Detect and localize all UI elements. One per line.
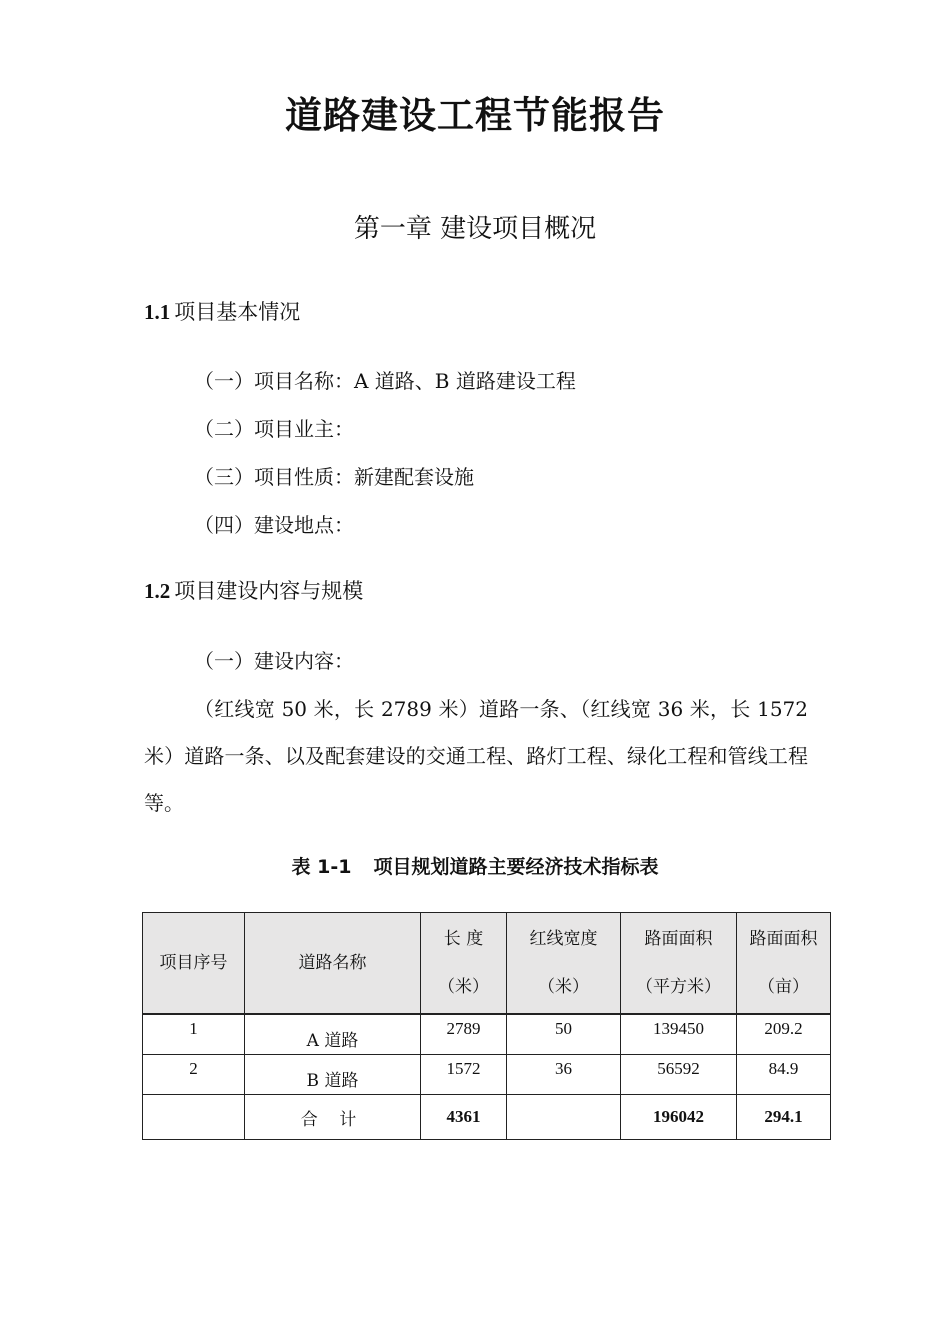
table-row <box>143 1055 831 1095</box>
table-cell: 4361 <box>421 1095 507 1140</box>
table-cell: B 道路 <box>245 1055 421 1095</box>
table-cell: 1 <box>143 1014 245 1055</box>
table-total-row <box>143 1095 831 1140</box>
table-row <box>143 1014 831 1055</box>
section-number: 1.2 <box>144 579 171 603</box>
table-cell: 56592 <box>621 1055 737 1095</box>
section-heading-1-1 <box>144 296 300 328</box>
column-header: 红线宽度 （米） <box>507 913 621 1015</box>
table-cell: 1572 <box>421 1055 507 1095</box>
table-cell: 196042 <box>621 1095 737 1140</box>
table-cell: 139450 <box>621 1014 737 1055</box>
section-number: 1.1 <box>144 300 171 324</box>
chapter-title: 第一章 建设项目概况 <box>353 214 597 244</box>
table-cell: 2789 <box>421 1014 507 1055</box>
table-cell: 84.9 <box>737 1055 831 1095</box>
table-cell: 294.1 <box>737 1095 831 1140</box>
table-caption-title: 项目规划道路主要经济技术指标表 <box>373 856 659 878</box>
section-title: 项目基本情况 <box>174 300 301 324</box>
table-cell: 50 <box>507 1014 621 1055</box>
list-item: （三）项目性质：新建配套设施 <box>194 465 474 489</box>
column-header: 路面面积 （平方米） <box>621 913 737 1015</box>
table-header-row <box>143 913 831 1015</box>
sub-heading: （一）建设内容： <box>194 649 354 673</box>
section-title: 项目建设内容与规模 <box>174 579 364 603</box>
column-header: 长 度 （米） <box>421 913 507 1015</box>
table-cell: A 道路 <box>245 1014 421 1055</box>
table-caption <box>0 852 950 882</box>
list-item: （二）项目业主： <box>194 417 354 441</box>
table-cell <box>507 1095 621 1140</box>
table-cell: 2 <box>143 1055 245 1095</box>
table-cell <box>143 1095 245 1140</box>
column-header: 路面面积 （亩） <box>737 913 831 1015</box>
indicator-table <box>142 912 831 1140</box>
table-cell: 209.2 <box>737 1014 831 1055</box>
column-header: 项目序号 <box>143 913 245 1015</box>
list-item: （四）建设地点： <box>194 513 354 537</box>
section-heading-1-2 <box>144 575 363 607</box>
table-caption-number: 表 1-1 <box>291 856 352 878</box>
table-cell: 合 计 <box>245 1095 421 1140</box>
column-header: 道路名称 <box>245 913 421 1015</box>
table-cell: 36 <box>507 1055 621 1095</box>
body-paragraph: （红线宽 50 米，长 2789 米）道路一条、（红线宽 36 米，长 1572 米）道路一条、以及配套建设的交通工程、路灯工程、绿化工程和管线工程等。 <box>144 697 808 815</box>
document-title: 道路建设工程节能报告 <box>285 94 665 137</box>
list-item: （一）项目名称：A 道路、B 道路建设工程 <box>194 369 576 393</box>
